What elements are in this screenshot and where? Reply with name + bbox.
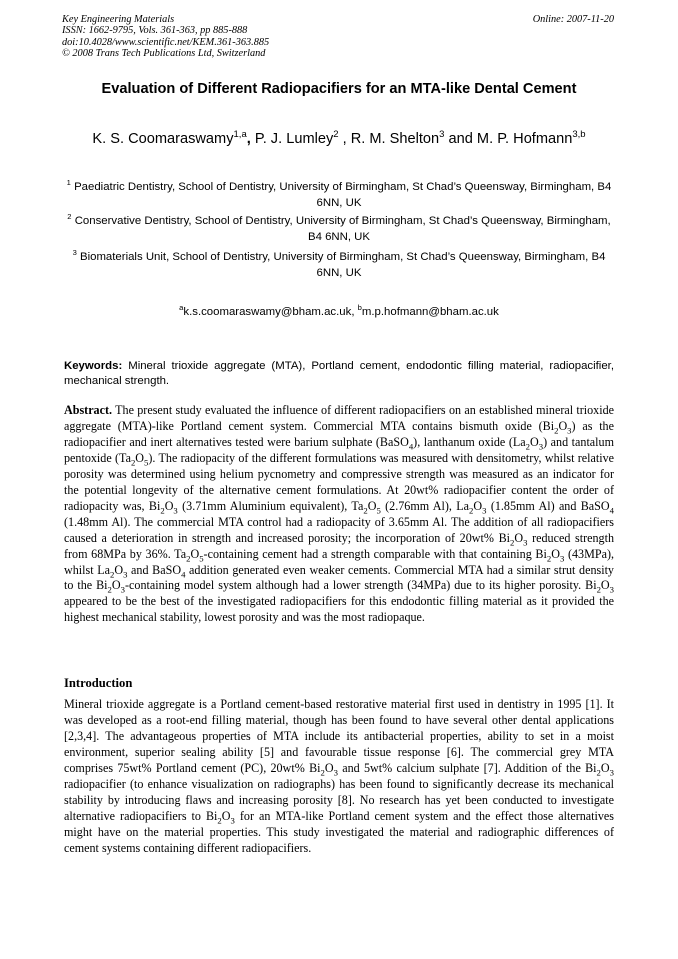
subscript: 2 — [217, 815, 222, 826]
subscript: 2 — [525, 441, 530, 452]
introduction-paragraph — [64, 697, 614, 857]
subscript: 2 — [160, 505, 165, 516]
text-run: radiopacifier (to enhance visualization on radiographs) has been found to significantly decrease its mechanical stability by introducing flaws and increasing porosity [8]. No research has yet been conducted to investigate alternative radiopacifiers to Bi — [64, 776, 614, 823]
journal-issn: ISSN: 1662-9795, Vols. 361-363, pp 885-888 — [62, 25, 248, 37]
author-affiliation-mark: 3 — [439, 129, 445, 140]
text-run: O — [367, 498, 377, 513]
author-list — [0, 129, 678, 147]
journal-copyright: © 2008 Trans Tech Publications Ltd, Switzerland — [62, 47, 266, 59]
text-run: O — [473, 498, 483, 513]
email-mark: a — [179, 303, 184, 312]
affiliation-text: Biomaterials Unit, School of Dentistry, University of Birmingham, St Chad’s Queensway, Birmingham, B4 6NN, UK — [79, 250, 606, 279]
text-run: O — [114, 562, 124, 577]
affiliation-text: Paediatric Dentistry, School of Dentistry, University of Birmingham, St Chad’s Queensway, Birmingham, B4 6NN, UK — [74, 180, 612, 209]
email-link[interactable]: k.s.coomaraswamy@bham.ac.uk — [183, 305, 352, 318]
author-separator: , — [338, 130, 351, 147]
introduction-heading: Introduction — [64, 676, 133, 690]
abstract-paragraph — [64, 403, 614, 626]
email-link[interactable]: m.p.hofmann@bham.ac.uk — [361, 305, 499, 318]
author-affiliation-mark: 2 — [333, 129, 339, 140]
online-date: Online: 2007-11-20 — [532, 14, 614, 25]
subscript: 2 — [186, 552, 191, 563]
text-run: ). The radiopacity of the different formulations was measured with densitometry, whilst relative porosity was determined using helium pycnometry and compressive strength was measured as an indicator for the potential longevity of the alternative cement formulations. At 20wt% radiopacifier content the order of radiopacity was, Bi — [64, 450, 614, 513]
text-run: and BaSO — [127, 562, 182, 577]
subscript: 4 — [181, 568, 186, 579]
subscript: 2 — [107, 584, 112, 595]
keywords-paragraph — [64, 359, 614, 389]
author-name: R. M. Shelton — [350, 130, 440, 147]
text-run: O — [135, 450, 145, 465]
text-run: (2.76mm Al), La — [380, 498, 470, 513]
author-name: P. J. Lumley — [254, 130, 334, 147]
text-run: ), lanthanum oxide (La — [413, 434, 526, 449]
text-run: O — [514, 530, 524, 545]
text-run: O — [190, 546, 200, 561]
affiliation — [64, 175, 614, 211]
text-run: reduced strength from 68MPa by 36%. Ta — [64, 530, 614, 561]
abstract-label: Abstract. — [64, 403, 113, 417]
text-run: (1.48mm Al). The commercial MTA control had a radiopacity of 3.65mm Al. The addition of all radiopacifiers caused a deterioration in strength and increased porosity; the incorporation of 20wt% Bi — [64, 514, 614, 545]
subscript: 3 — [173, 505, 178, 516]
author-separator: , — [246, 130, 255, 147]
subscript: 5 — [376, 505, 381, 516]
author-name: M. P. Hofmann — [476, 130, 573, 147]
text-run: (3.71mm Aluminium equivalent), Ta — [177, 498, 364, 513]
subscript: 3 — [609, 584, 615, 595]
text-run: -containing model system although had a lower strength (34MPa) due to its higher porosity. Bi — [125, 578, 597, 593]
text-run: O — [551, 546, 560, 561]
subscript: 3 — [333, 767, 338, 778]
subscript: 2 — [469, 505, 474, 516]
subscript: 2 — [510, 537, 515, 548]
affiliation-text: Conservative Dentistry, School of Dentistry, University of Birmingham, St Chad’s Queensway, Birmingham, B4 6NN, UK — [74, 214, 611, 243]
affiliation — [64, 245, 614, 281]
text-run: for an MTA-like Portland cement system and the effect those alternatives might have on the material properties. This study investigated the material and radiographic differences of cement systems containing different radiopacifiers. — [64, 808, 614, 855]
text-run: The present study evaluated the influence of different radiopacifiers on an established mineral trioxide aggregate (MTA)-like Portland cement system. Commercial MTA contains bismuth oxide (Bi — [64, 403, 614, 433]
subscript: 2 — [320, 767, 325, 778]
text-run: O — [164, 498, 174, 513]
subscript: 3 — [523, 537, 528, 548]
affiliation — [64, 209, 614, 245]
subscript: 2 — [596, 584, 601, 595]
author-separator: and — [444, 130, 477, 147]
subscript: 3 — [609, 767, 614, 778]
email-mark: b — [357, 303, 362, 312]
keywords-label: Keywords: — [64, 360, 123, 372]
affiliation-number: 1 — [66, 178, 71, 187]
text-run: appeared to be the best of the investigated radiopacifiers for this endodontic filling material as it provided the highest mechanical stability, lowest porosity and was the most radiopaque. — [64, 594, 614, 625]
subscript: 2 — [130, 457, 136, 468]
subscript: 2 — [596, 767, 601, 778]
affiliation-number: 2 — [67, 212, 72, 221]
text-run: O — [600, 760, 610, 775]
subscript: 2 — [363, 505, 368, 516]
text-run: Mineral trioxide aggregate is a Portland cement-based restorative material first used in dentistry in 1995 [1]. It was developed as a root-end filling material, though has been found to have several other dental applications [2,3,4]. The advantageous properties of MTA include its antibacterial properties, ability to set in a moist environment, superior sealing ability [5] and favourable tissue response [6]. The commercial grey MTA comprises 75wt% Portland cement (PC), 20wt% Bi — [64, 697, 614, 775]
subscript: 4 — [609, 505, 614, 516]
subscript: 3 — [123, 568, 128, 579]
subscript: 2 — [109, 568, 115, 579]
email-separator: , — [351, 305, 358, 318]
text-run: (1.85mm Al) and BaSO — [486, 498, 610, 513]
text-run: ) and tantalum pentoxide (Ta — [64, 434, 614, 465]
abstract-text — [64, 403, 614, 624]
subscript: 5 — [199, 552, 204, 563]
text-run: (43MPa), whilst La — [64, 546, 614, 577]
author-name: K. S. Coomaraswamy — [92, 130, 234, 147]
text-run: O — [111, 578, 121, 593]
subscript: 2 — [546, 552, 552, 563]
text-run: ) as the radiopacifier and inert alternatives tested were barium sulphate (BaSO — [64, 418, 614, 449]
text-run: and 5wt% calcium sulphate [7]. Addition of the Bi — [337, 760, 597, 775]
text-run: addition generated even weaker cements. Commercial MTA had a similar strut density to the Bi — [64, 562, 614, 593]
subscript: 3 — [482, 505, 487, 516]
subscript: 2 — [554, 425, 559, 436]
journal-doi: doi:10.4028/www.scientific.net/KEM.361-363.885 — [62, 36, 270, 48]
subscript: 3 — [120, 584, 125, 595]
subscript: 5 — [144, 457, 149, 468]
journal-name: Key Engineering Materials — [62, 14, 175, 25]
text-run: O — [529, 434, 539, 449]
text-run: O — [324, 760, 334, 775]
subscript: 4 — [408, 441, 414, 452]
subscript: 3 — [567, 425, 572, 436]
paper-title: Evaluation of Different Radiopacifiers for an MTA-like Dental Cement — [101, 81, 577, 97]
journal-header — [62, 14, 614, 59]
subscript: 3 — [538, 441, 544, 452]
subscript: 3 — [230, 815, 235, 826]
author-affiliation-mark: 3,b — [572, 129, 586, 140]
text-run: O — [600, 578, 610, 593]
contact-emails — [0, 303, 678, 318]
subscript: 3 — [559, 552, 565, 563]
text-run: O — [558, 418, 568, 433]
affiliation-number: 3 — [72, 248, 77, 257]
keywords-text: Mineral trioxide aggregate (MTA), Portland cement, endodontic filling material, radiopacifier, mechanical strength. — [64, 360, 615, 387]
text-run: -containing cement had a strength comparable with that containing Bi — [203, 546, 547, 561]
author-affiliation-mark: 1,a — [233, 129, 247, 140]
text-run: O — [221, 808, 231, 823]
